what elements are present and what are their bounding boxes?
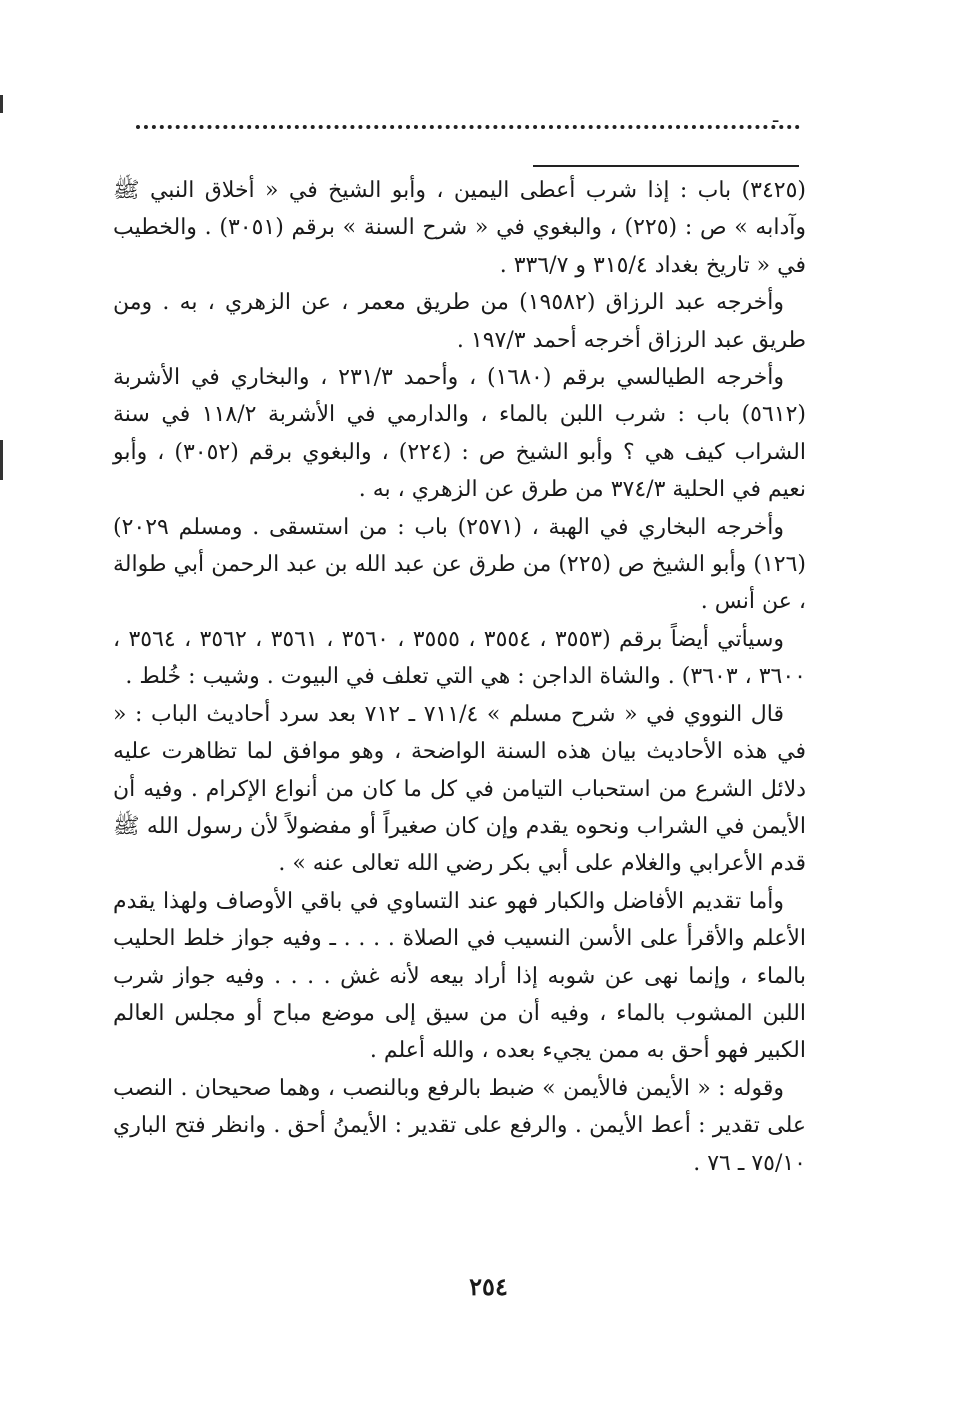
scan-edge-mark [0,440,3,480]
dotted-separator [136,125,800,129]
footnote-paragraph: (٣٤٢٥) باب : إذا شرب أعطى اليمين ، وأبو الشيخ في « أخلاق النبي ﷺ وآدابه » ص : (٢٢٥) ، والبغوي في « شرح السنة » برقم (٣٠٥١) . والخطيب في « تاريخ بغداد ٣١٥/٤ و ٣٣٦/٧ . [113,178,807,278]
scan-edge-mark [0,95,3,113]
footnote-paragraph: وأخرجه البخاري في الهبة ، (٢٥٧١) باب : من استسقى . ومسلم ٢٠٢٩) (١٢٦) وأبو الشيخ ص (٢٢٥) من طرق عن عبد الله بن عبد الرحمن أبي طوالة ، عن أنس . [113,514,806,615]
footnote-paragraph: وقوله : « الأيمن فالأيمن » ضبط بالرفع وبالنصب ، وهما صحيحان . النصب على تقدير : أعط الأيمن . والرفع على تقدير : الأيمنُ أحق . وانظر فتح الباري ٧٥/١٠ ـ ٧٦ . [113,1075,806,1176]
footnote-paragraph: وسيأتي أيضاً برقم (٣٥٥٣ ، ٣٥٥٤ ، ٣٥٥٥ ، ٣٥٦٠ ، ٣٥٦١ ، ٣٥٦٢ ، ٣٥٦٤ ، ٣٦٠٠ ، ٣٦٠٣) . والشاة الداجن : هي التي تعلف في البيوت . وشيب : خُلط . [113,626,806,690]
footnote-block [113,172,806,1182]
footnote-rule [533,165,799,167]
header-mark: ـ [773,106,779,127]
footnote-paragraph: وأخرجه عبد الرزاق (١٩٥٨٢) من طريق معمر ، عن الزهري ، به . ومن طريق عبد الرزاق أخرجه أحمد ١٩٧/٣ . [113,290,806,353]
footnote-paragraph: وأخرجه الطيالسي برقم (١٦٨٠) ، وأحمد ٢٣١/٣ ، والبخاري في الأشربة (٥٦١٢) باب : شرب اللبن بالماء ، والدارمي في الأشربة ١١٨/٢ في سنة الشراب كيف هي ؟ وأبو الشيخ ص : (٢٢٤) ، والبغوي برقم (٣٠٥٢) ، وأبو نعيم في الحلية ٣٧٤/٣ من طرق عن الزهري ، به . [113,365,806,503]
footnote-paragraph: قال النووي في « شرح مسلم » ٧١١/٤ ـ ٧١٢ بعد سرد أحاديث الباب : « في هذه الأحاديث بيان هذه السنة الواضحة ، وهو موافق لما تظاهرت عليه دلائل الشرع من استحباب التيامن في كل ما كان من أنواع الإكرام . وفيه أن الأيمن في الشراب ونحوه يقدم وإن كان صغيراً أو مفضولاً لأن رسول الله ﷺ قدم الأعرابي والغلام على أبي بكر رضي الله تعالى عنه » . [113,701,806,877]
footnote-paragraph: وأما تقديم الأفاضل والكبار فهو عند التساوي في باقي الأوصاف ولهذا يقدم الأعلم والأقرأ على الأسن النسيب في الصلاة . . . . ـ وفيه جواز خلط الحليب بالماء ، وإنما نهى عن شوبه إذا أراد بيعه لأنه غش . . . . وفيه جواز شرب اللبن المشوب بالماء ، وفيه أن من سيق إلى موضع مباح أو مجلس العالم الكبير فهو أحق به ممن يجيء بعده ، والله أعلم . [113,888,806,1064]
page-number: ٢٥٤ [469,1272,508,1301]
